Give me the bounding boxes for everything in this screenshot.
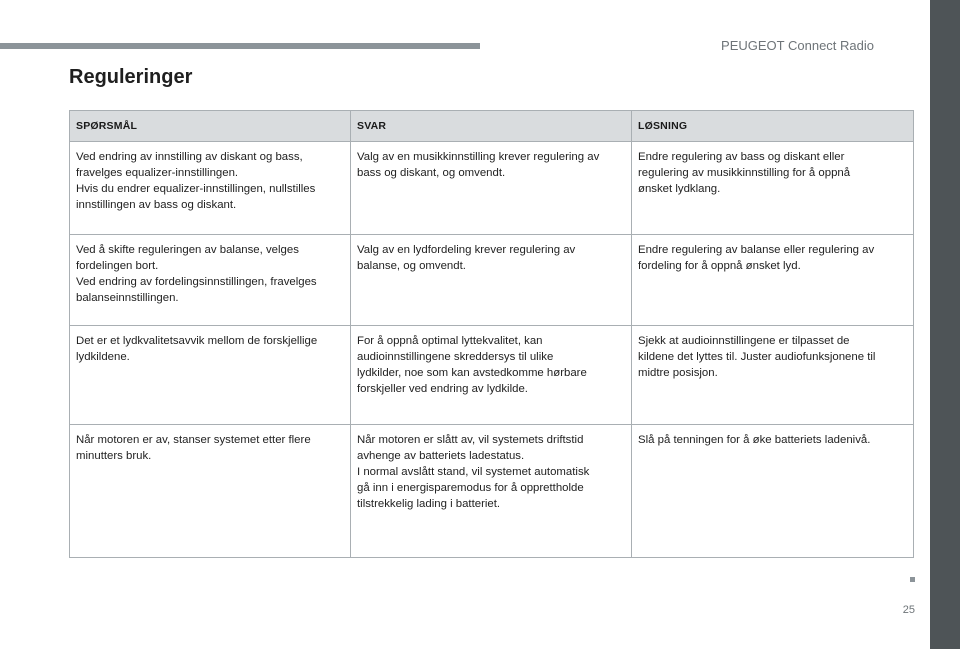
solution-cell <box>632 142 914 235</box>
answer-cell <box>351 326 632 425</box>
text-line: Ved endring av innstilling av diskant og bass, <box>76 151 303 163</box>
text-line: Endre regulering av bass og diskant eller <box>638 151 845 163</box>
question-cell <box>70 142 351 235</box>
text-line: Sjekk at audioinnstillingene er tilpasset de <box>638 335 850 347</box>
table-row <box>70 425 914 558</box>
text-line: regulering av musikkinnstilling for å oppnå <box>638 167 851 179</box>
text-line: innstillingen av bass og diskant. <box>76 199 237 211</box>
text-line: tilstrekkelig lading i batteriet. <box>357 498 501 510</box>
page-number: 25 <box>902 604 915 616</box>
page-marker <box>910 577 915 582</box>
answer-cell <box>351 142 632 235</box>
header-title: PEUGEOT Connect Radio <box>721 38 874 53</box>
text-line: gå inn i energisparemodus for å opprettholde <box>357 482 584 494</box>
header-answer: SVAR <box>351 111 632 142</box>
text-line: Ved å skifte reguleringen av balanse, velges <box>76 244 299 256</box>
text-line: Valg av en musikkinnstilling krever regulering av <box>357 151 600 163</box>
text-line: For å oppnå optimal lyttekvalitet, kan <box>357 335 543 347</box>
text-line: balanse, og omvendt. <box>357 260 466 272</box>
table-row <box>70 326 914 425</box>
table-header-row <box>70 111 914 142</box>
solution-cell <box>632 425 914 558</box>
text-line: fordelingen bort. <box>76 260 159 272</box>
text-line: minutters bruk. <box>76 450 152 462</box>
text-line: bass og diskant, og omvendt. <box>357 167 506 179</box>
text-line: I normal avslått stand, vil systemet automatisk <box>357 466 590 478</box>
answer-cell <box>351 425 632 558</box>
text-line: fordeling for å oppnå ønsket lyd. <box>638 260 801 272</box>
faq-table <box>69 110 914 558</box>
text-line: Det er et lydkvalitetsavvik mellom de forskjellige <box>76 335 318 347</box>
header-question: SPØRSMÅL <box>70 111 351 142</box>
page-title: Reguleringer <box>69 66 193 88</box>
answer-cell <box>351 235 632 326</box>
text-line: Slå på tenningen for å øke batteriets ladenivå. <box>638 434 871 446</box>
question-cell <box>70 425 351 558</box>
text-line: lydkilder, noe som kan avstedkomme hørbare <box>357 367 587 379</box>
text-line: Når motoren er av, stanser systemet etter flere <box>76 434 311 446</box>
solution-cell <box>632 326 914 425</box>
solution-cell <box>632 235 914 326</box>
text-line: Endre regulering av balanse eller regulering av <box>638 244 875 256</box>
text-line: balanseinnstillingen. <box>76 292 179 304</box>
text-line: Ved endring av fordelingsinnstillingen, fravelges <box>76 276 317 288</box>
text-line: kildene det lyttes til. Juster audiofunksjonene til <box>638 351 876 363</box>
text-line: fravelges equalizer-innstillingen. <box>76 167 239 179</box>
text-line: Valg av en lydfordeling krever regulering av <box>357 244 576 256</box>
header-rule <box>0 43 480 49</box>
text-line: forskjeller ved endring av lydkilde. <box>357 383 528 395</box>
text-line: audioinnstillingene skreddersys til ulike <box>357 351 554 363</box>
text-line: ønsket lydklang. <box>638 183 721 195</box>
question-cell <box>70 235 351 326</box>
text-line: lydkildene. <box>76 351 130 363</box>
text-line: midtre posisjon. <box>638 367 718 379</box>
text-line: Hvis du endrer equalizer-innstillingen, nullstilles <box>76 183 316 195</box>
question-cell <box>70 326 351 425</box>
side-bar <box>930 0 960 649</box>
text-line: Når motoren er slått av, vil systemets driftstid <box>357 434 584 446</box>
text-line: avhenge av batteriets ladestatus. <box>357 450 525 462</box>
header-solution: LØSNING <box>632 111 914 142</box>
table-row <box>70 235 914 326</box>
table-row <box>70 142 914 235</box>
